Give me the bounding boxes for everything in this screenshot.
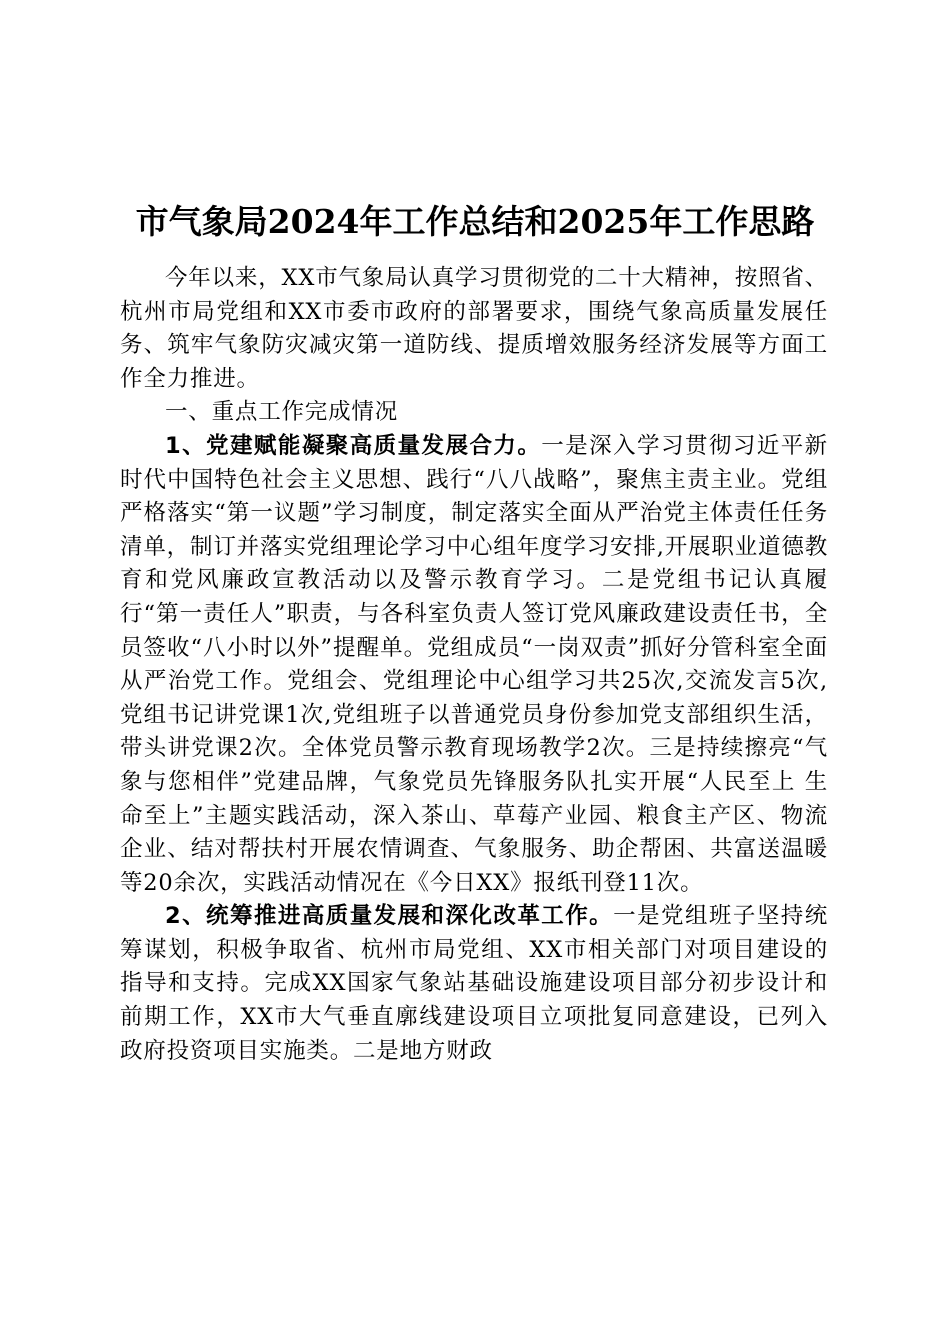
intro-paragraph: 今年以来，XX市气象局认真学习贯彻党的二十大精神，按照省、杭州市局党组和XX市委市政府的部署要求，围绕气象高质量发展任务、筑牢气象防灾减灾第一道防线、提质增效服务经济发展等方面工作全力推进。 bbox=[120, 265, 828, 392]
item-paragraph-1 bbox=[120, 430, 828, 900]
document-title: 市气象局2024年工作总结和2025年工作思路 bbox=[135, 202, 815, 241]
section-heading-1: 一、重点工作完成情况 bbox=[165, 399, 399, 426]
item-2-text: 一是党组班子坚持统筹谋划，积极争取省、杭州市局党组、XX市相关部门对项目建设的指导和支持。完成XX国家气象站基础设施建设项目部分初步设计和前期工作，XX市大气垂直廓线建设项目立项批复同意建设，已列入政府投资项目实施类。二是地方财政 bbox=[120, 903, 829, 1064]
item-2-lead: 2、统筹推进高质量发展和深化改革工作。 bbox=[165, 903, 614, 930]
document-body bbox=[120, 262, 828, 1068]
item-1-text: 一是深入学习贯彻习近平新时代中国特色社会主义思想、践行“八八战略”，聚焦主责主业。党组严格落实“第一议题”学习制度，制定落实全面从严治党主体责任任务清单，制订并落实党组理论学习中心组年度学习安排,开展职业道德教育和党风廉政宣教活动以及警示教育学习。二是党组书记认真履行“第一责任人”职责，与各科室负责人签订党风廉政建设责任书，全员签收“八小时以外”提醒单。党组成员“一岗双责”抓好分管科室全面从严治党工作。党组会、党组理论中心组学习共25次,交流发言5次,党组书记讲党课1次,党组班子以普通党员身份参加党支部组织生活，带头讲党课2次。全体党员警示教育现场教学2次。三是持续擦亮“气象与您相伴”党建品牌，气象党员先锋服务队扎实开展“人民至上 生命至上”主题实践活动，深入茶山、草莓产业园、粮食主产区、物流企业、结对帮扶村开展农情调查、气象服务、助企帮困、共富送温暖等20余次，实践活动情况在《今日XX》报纸刊登11次。 bbox=[120, 432, 828, 896]
item-1-lead: 1、党建赋能凝聚高质量发展合力。 bbox=[165, 432, 542, 459]
item-paragraph-2 bbox=[120, 900, 828, 1068]
